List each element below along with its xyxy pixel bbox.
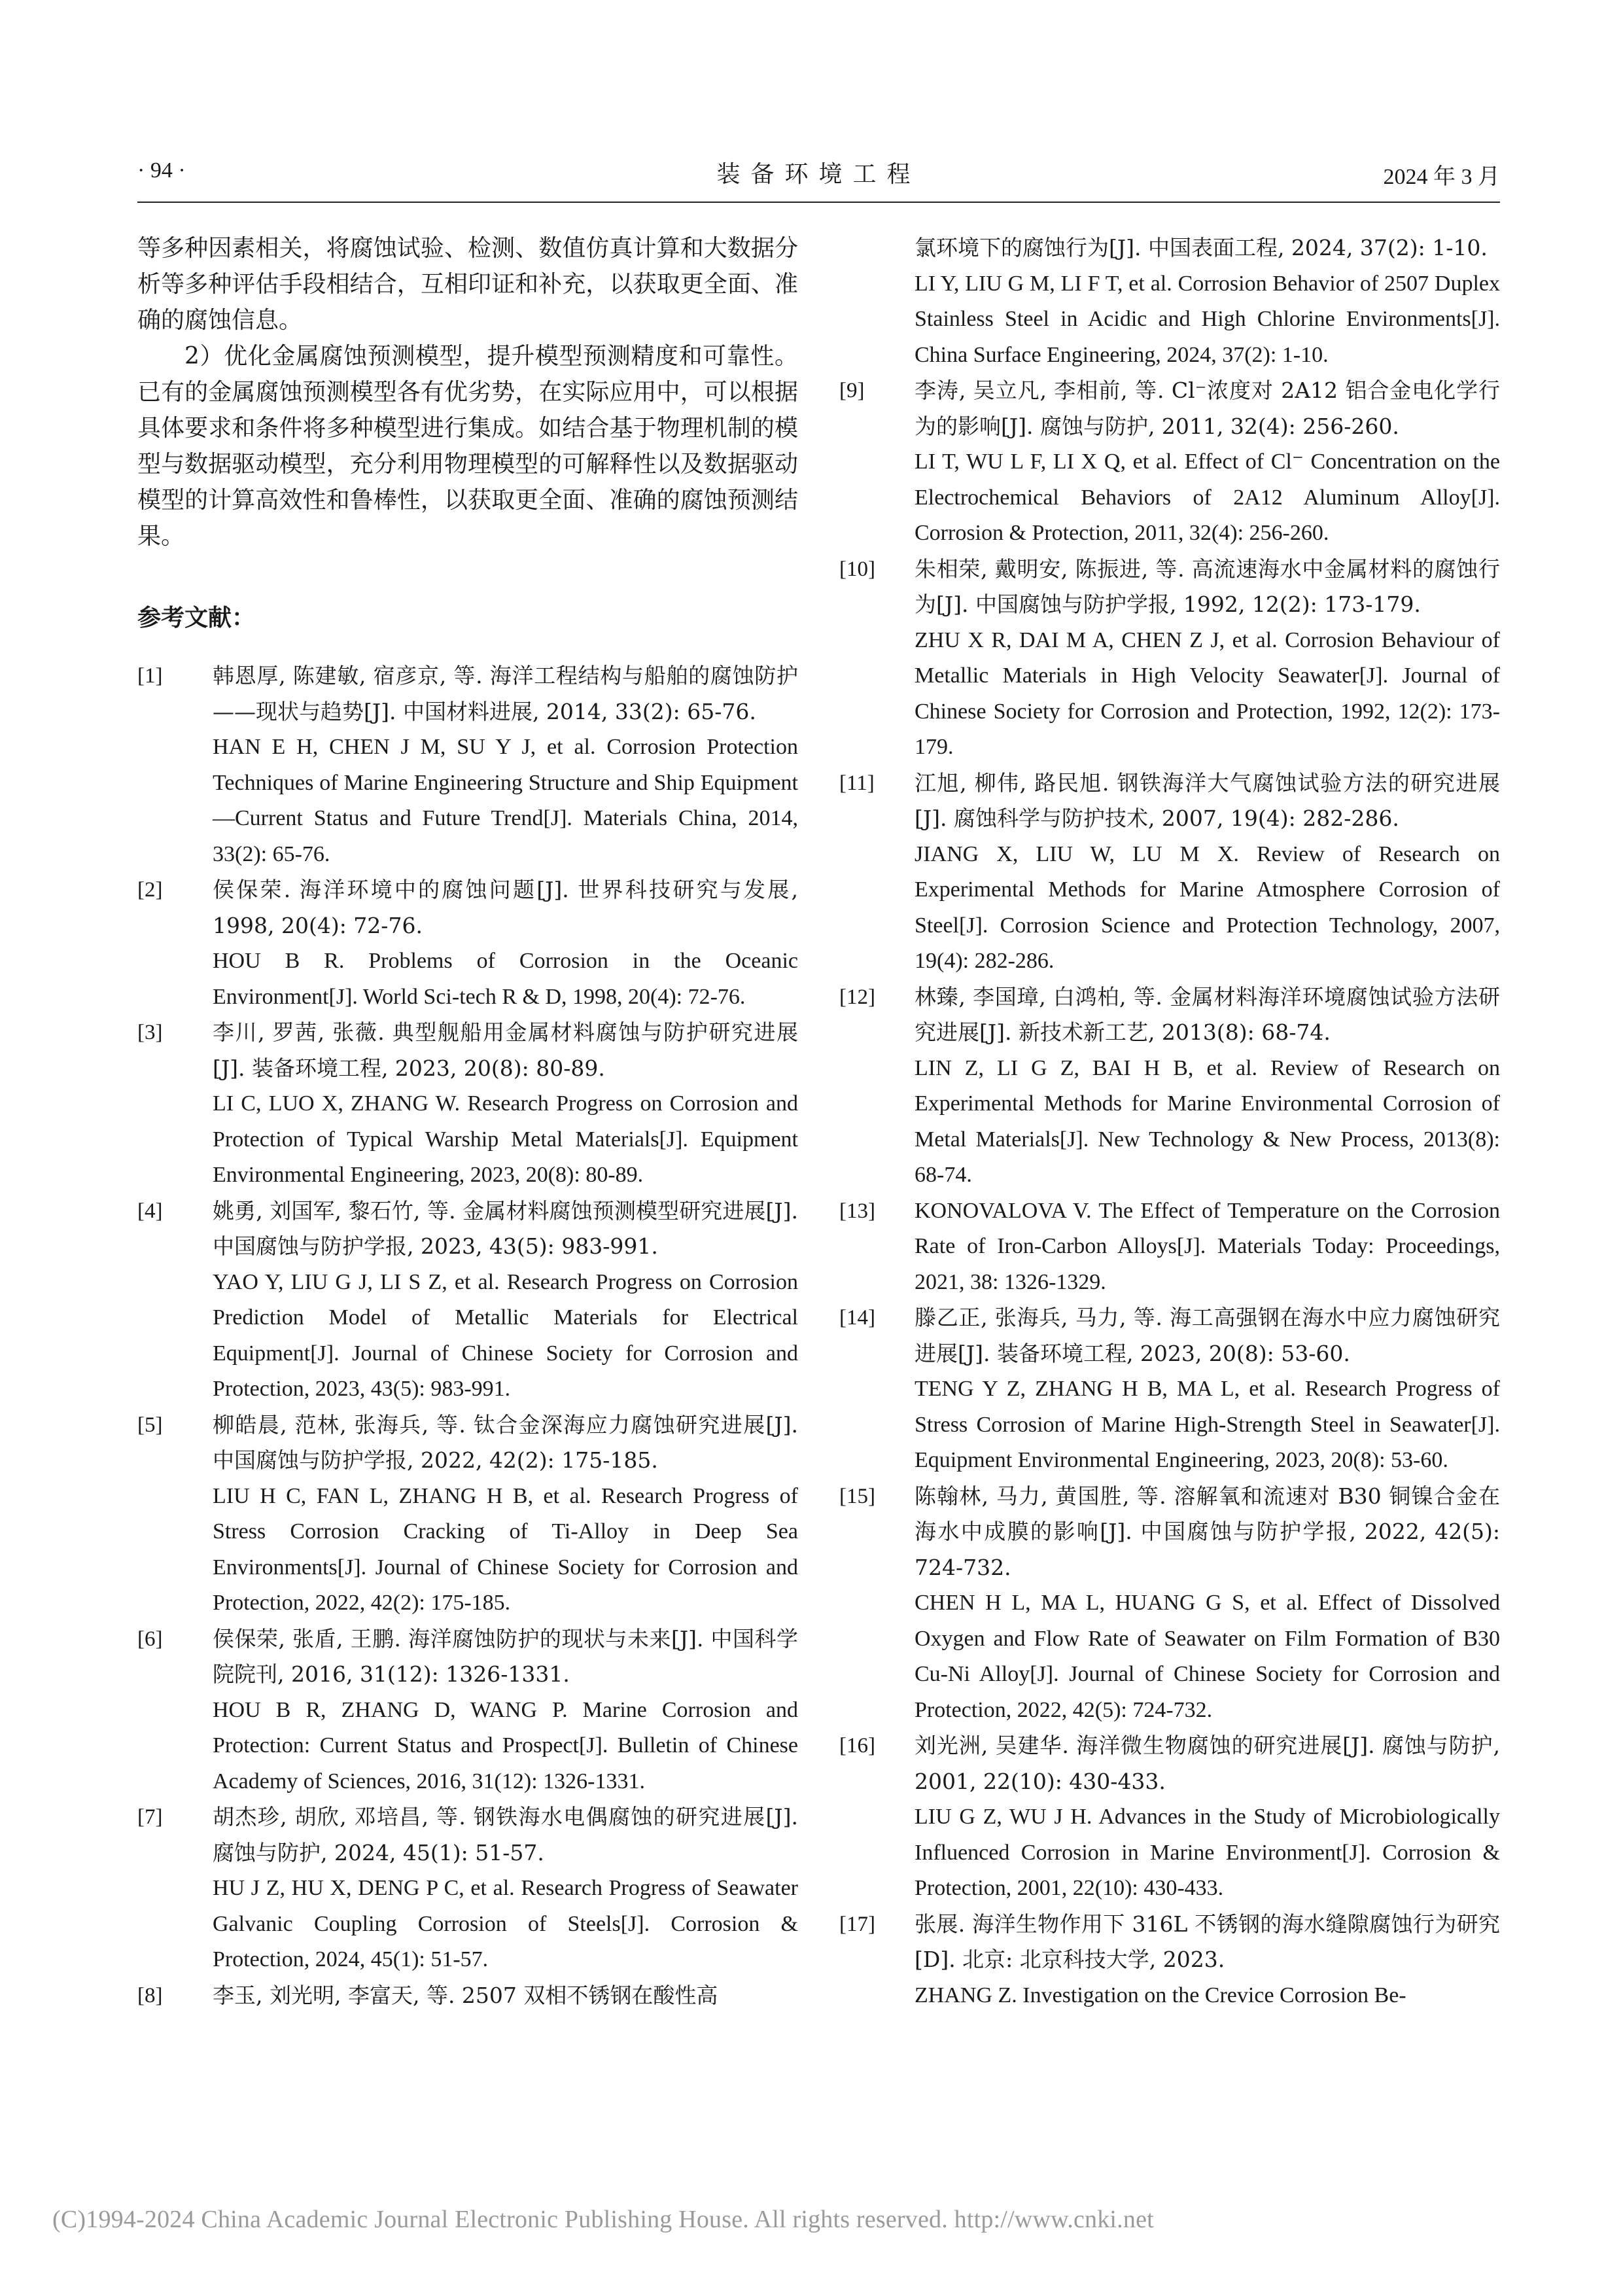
reference-17	[839, 1907, 1500, 2014]
reference-zh: 江旭, 柳伟, 路民旭. 钢铁海洋大气腐蚀试验方法的研究进展[J]. 腐蚀科学与防护技术, 2007, 19(4): 282-286.	[915, 769, 1500, 831]
reference-number: [5]	[137, 1413, 163, 1437]
reference-4	[137, 1193, 798, 1407]
reference-number: [3]	[137, 1021, 163, 1044]
reference-zh: 张展. 海洋生物作用下 316L 不锈钢的海水缝隙腐蚀行为研究[D]. 北京: 北京科技大学, 2023.	[915, 1911, 1500, 1972]
body-paragraph-continued: 等多种因素相关，将腐蚀试验、检测、数值仿真计算和大数据分析等多种评估手段相结合，互相印证和补充，以获取更全面、准确的腐蚀信息。	[137, 235, 798, 334]
page-number: · 94 ·	[137, 158, 186, 183]
reference-zh: 李玉, 刘光明, 李富天, 等. 2507 双相不锈钢在酸性高	[213, 1982, 718, 2008]
reference-en: HOU B R. Problems of Corrosion in the Oceanic Environment[J]. World Sci-tech R & D, 1998, 20(4): 72-76.	[213, 949, 798, 1009]
reference-number: [1]	[137, 664, 163, 688]
issue-date: 2024 年 3 月	[1383, 165, 1500, 189]
reference-number: [10]	[839, 557, 875, 581]
reference-8-continued	[839, 230, 1500, 373]
reference-14	[839, 1300, 1500, 1479]
reference-number: [14]	[839, 1306, 875, 1330]
reference-number: [16]	[839, 1734, 875, 1757]
reference-zh: 韩恩厚, 陈建敏, 宿彦京, 等. 海洋工程结构与船舶的腐蚀防护——现状与趋势[J]. 中国材料进展, 2014, 33(2): 65-76.	[213, 663, 798, 724]
reference-zh: 氯环境下的腐蚀行为[J]. 中国表面工程, 2024, 37(2): 1-10.	[915, 235, 1488, 260]
reference-en: LIU H C, FAN L, ZHANG H B, et al. Research Progress of Stress Corrosion Cracking of Ti-Alloy in Deep Sea Environments[J]. Journal of Chinese Society for Corrosion and Protection, 2022, 42(2): 175-185.	[213, 1483, 798, 1615]
reference-1	[137, 658, 798, 872]
reference-number: [8]	[137, 1983, 163, 2007]
reference-zh: 刘光洲, 吴建华. 海洋微生物腐蚀的研究进展[J]. 腐蚀与防护, 2001, 22(10): 430-433.	[915, 1733, 1500, 1794]
reference-3	[137, 1015, 798, 1193]
copyright-footer: (C)1994-2024 China Academic Journal Electronic Publishing House. All rights reserved. http://www.cnki.net	[52, 2206, 1154, 2233]
journal-title: 装备环境工程	[716, 161, 921, 188]
reference-en: CHEN H L, MA L, HUANG G S, et al. Effect of Dissolved Oxygen and Flow Rate of Seawater on Film Formation of B30 Cu-Ni Alloy[J]. Journal of Chinese Society for Corrosion and Protection, 2022, 42(5): 724-732.	[915, 1591, 1500, 1722]
reference-9	[839, 373, 1500, 552]
reference-6	[137, 1621, 798, 1800]
reference-number: [17]	[839, 1912, 875, 1936]
reference-11	[839, 766, 1500, 980]
reference-13	[839, 1193, 1500, 1301]
reference-number: [12]	[839, 985, 875, 1009]
reference-en: LIU G Z, WU J H. Advances in the Study of Microbiologically Influenced Corrosion in Marine Environment[J]. Corrosion & Protection, 2001, 22(10): 430-433.	[915, 1805, 1500, 1900]
references-heading: 参考文献：	[137, 604, 256, 631]
body-paragraph-2: 2）优化金属腐蚀预测模型，提升模型预测精度和可靠性。已有的金属腐蚀预测模型各有优劣势，在实际应用中，可以根据具体要求和条件将多种模型进行集成。如结合基于物理机制的模型与数据驱动模型，充分利用物理模型的可解释性以及数据驱动模型的计算高效性和鲁棒性，以获取更全面、准确的腐蚀预测结果。	[137, 343, 798, 550]
reference-en: HU J Z, HU X, DENG P C, et al. Research Progress of Seawater Galvanic Coupling Corrosion of Steels[J]. Corrosion & Protection, 2024, 45(1): 51-57.	[213, 1876, 798, 1971]
reference-zh: 林臻, 李国璋, 白鸿柏, 等. 金属材料海洋环境腐蚀试验方法研究进展[J]. 新技术新工艺, 2013(8): 68-74.	[915, 983, 1500, 1045]
reference-zh: 李涛, 吴立凡, 李相前, 等. Cl⁻浓度对 2A12 铝合金电化学行为的影响[J]. 腐蚀与防护, 2011, 32(4): 256-260.	[915, 378, 1500, 439]
reference-en: YAO Y, LIU G J, LI S Z, et al. Research Progress on Corrosion Prediction Model of Metallic Materials for Electrical Equipment[J]. Journal of Chinese Society for Corrosion and Protection, 2023, 43(5): 983-991.	[213, 1269, 798, 1401]
reference-en: KONOVALOVA V. The Effect of Temperature on the Corrosion Rate of Iron-Carbon Alloys[J]. Materials Today: Proceedings, 2021, 38: 1326-1329.	[915, 1198, 1500, 1294]
reference-en: HAN E H, CHEN J M, SU Y J, et al. Corrosion Protection Techniques of Marine Engineering Structure and Ship Equipment—Current Status and Future Trend[J]. Materials China, 2014, 33(2): 65-76.	[213, 735, 798, 866]
reference-number: [7]	[137, 1805, 163, 1829]
reference-zh: 侯保荣, 张盾, 王鹏. 海洋腐蚀防护的现状与未来[J]. 中国科学院院刊, 2016, 31(12): 1326-1331.	[213, 1625, 798, 1687]
reference-zh: 胡杰珍, 胡欣, 邓培昌, 等. 钢铁海水电偶腐蚀的研究进展[J]. 腐蚀与防护, 2024, 45(1): 51-57.	[213, 1804, 798, 1865]
reference-15	[839, 1479, 1500, 1729]
reference-zh: 李川, 罗茜, 张薇. 典型舰船用金属材料腐蚀与防护研究进展[J]. 装备环境工程, 2023, 20(8): 80-89.	[213, 1019, 798, 1081]
running-header	[137, 152, 1500, 198]
reference-10	[839, 552, 1500, 766]
reference-number: [6]	[137, 1627, 163, 1651]
reference-en: HOU B R, ZHANG D, WANG P. Marine Corrosion and Protection: Current Status and Prospect[J]. Bulletin of Chinese Academy of Sciences, 2016, 31(12): 1326-1331.	[213, 1697, 798, 1793]
reference-zh: 姚勇, 刘国军, 黎石竹, 等. 金属材料腐蚀预测模型研究进展[J]. 中国腐蚀与防护学报, 2023, 43(5): 983-991.	[213, 1197, 798, 1259]
reference-en: ZHU X R, DAI M A, CHEN Z J, et al. Corrosion Behaviour of Metallic Materials in High Velocity Seawater[J]. Journal of Chinese Society for Corrosion and Protection, 1992, 12(2): 173-179.	[915, 627, 1500, 759]
right-column	[839, 230, 1500, 2013]
reference-zh: 陈翰林, 马力, 黄国胜, 等. 溶解氧和流速对 B30 铜镍合金在海水中成膜的影响[J]. 中国腐蚀与防护学报, 2022, 42(5): 724-732.	[915, 1483, 1500, 1580]
reference-2	[137, 872, 798, 1015]
reference-en: ZHANG Z. Investigation on the Crevice Corrosion Be-	[915, 1983, 1406, 2007]
reference-en: LI T, WU L F, LI X Q, et al. Effect of Cl⁻ Concentration on the Electrochemical Behaviors of 2A12 Aluminum Alloy[J]. Corrosion & Protection, 2011, 32(4): 256-260.	[915, 450, 1500, 545]
reference-5	[137, 1407, 798, 1621]
reference-en: JIANG X, LIU W, LU M X. Review of Research on Experimental Methods for Marine Atmosphere Corrosion of Steel[J]. Corrosion Science and Protection Technology, 2007, 19(4): 282-286.	[915, 841, 1500, 973]
reference-number: [13]	[839, 1199, 875, 1223]
reference-number: [2]	[137, 878, 163, 902]
left-column	[137, 230, 798, 2013]
reference-zh: 朱相荣, 戴明安, 陈振进, 等. 高流速海水中金属材料的腐蚀行为[J]. 中国腐蚀与防护学报, 1992, 12(2): 173-179.	[915, 556, 1500, 617]
reference-16	[839, 1728, 1500, 1907]
reference-en: LI Y, LIU G M, LI F T, et al. Corrosion Behavior of 2507 Duplex Stainless Steel in Acidic and High Chlorine Environments[J]. China Surface Engineering, 2024, 37(2): 1-10.	[915, 271, 1500, 367]
reference-en: LI C, LUO X, ZHANG W. Research Progress on Corrosion and Protection of Typical Warship Metal Materials[J]. Equipment Environmental Engineering, 2023, 20(8): 80-89.	[213, 1091, 798, 1187]
reference-zh: 柳皓晨, 范林, 张海兵, 等. 钛合金深海应力腐蚀研究进展[J]. 中国腐蚀与防护学报, 2022, 42(2): 175-185.	[213, 1411, 798, 1473]
reference-number: [11]	[839, 771, 875, 795]
reference-en: LIN Z, LI G Z, BAI H B, et al. Review of Research on Experimental Methods for Marine Environmental Corrosion of Metal Materials[J]. New Technology & New Process, 2013(8): 68-74.	[915, 1055, 1500, 1187]
reference-8	[137, 1978, 798, 2014]
reference-number: [15]	[839, 1484, 875, 1508]
reference-12	[839, 980, 1500, 1193]
reference-number: [4]	[137, 1199, 163, 1223]
header-rule	[137, 202, 1500, 203]
reference-number: [9]	[839, 379, 865, 402]
reference-en: TENG Y Z, ZHANG H B, MA L, et al. Research Progress of Stress Corrosion of Marine High-Strength Steel in Seawater[J]. Equipment Environmental Engineering, 2023, 20(8): 53-60.	[915, 1377, 1500, 1472]
reference-zh: 侯保荣. 海洋环境中的腐蚀问题[J]. 世界科技研究与发展, 1998, 20(4): 72-76.	[213, 877, 798, 938]
reference-7	[137, 1799, 798, 1978]
reference-zh: 滕乙正, 张海兵, 马力, 等. 海工高强钢在海水中应力腐蚀研究进展[J]. 装备环境工程, 2023, 20(8): 53-60.	[915, 1305, 1500, 1366]
